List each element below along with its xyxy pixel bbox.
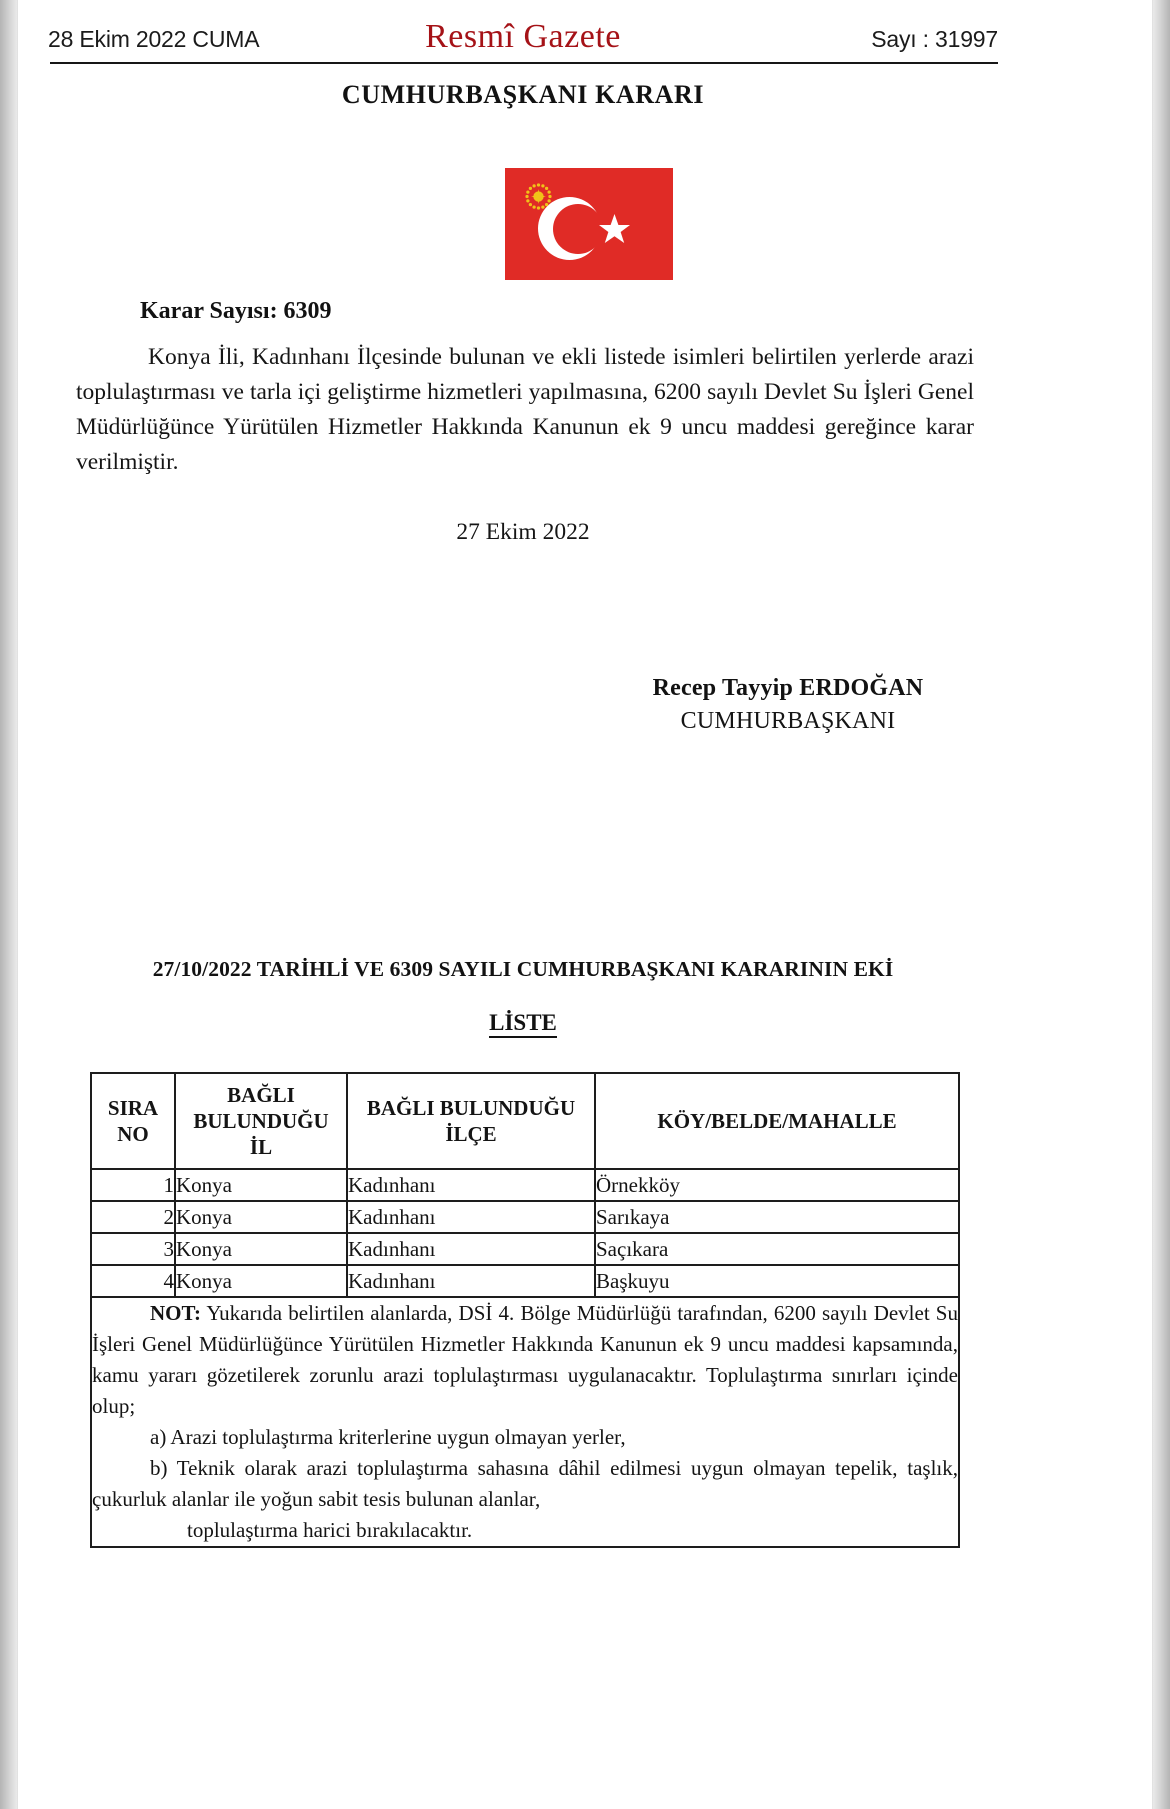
cell-sira-no: 3 xyxy=(91,1233,175,1265)
table-row xyxy=(91,1265,959,1297)
column-header-sira-no: SIRA NO xyxy=(91,1073,175,1169)
note-item-a: a) Arazi toplulaştırma kriterlerine uygun olmayan yerler, xyxy=(150,1425,626,1449)
cell-sira-no: 4 xyxy=(91,1265,175,1297)
note-closing: toplulaştırma harici bırakılacaktır. xyxy=(187,1518,473,1542)
annex-subheading xyxy=(18,1010,1028,1036)
cell-koy: Başkuyu xyxy=(595,1265,959,1297)
column-header-koy: KÖY/BELDE/MAHALLE xyxy=(595,1073,959,1169)
page-title: CUMHURBAŞKANI KARARI xyxy=(341,80,705,109)
cell-koy: Sarıkaya xyxy=(595,1201,959,1233)
masthead-divider xyxy=(50,62,998,64)
signatory-role: CUMHURBAŞKANI xyxy=(680,708,896,734)
signatory-name: Recep Tayyip ERDOĞAN xyxy=(652,675,924,701)
cell-koy: Saçıkara xyxy=(595,1233,959,1265)
table-note-row xyxy=(91,1297,959,1547)
column-header-il: BAĞLI BULUNDUĞU İL xyxy=(175,1073,347,1169)
cell-il: Konya xyxy=(175,1265,347,1297)
village-list-table xyxy=(90,1072,960,1548)
gazette-page xyxy=(18,0,1152,1809)
note-paragraph xyxy=(92,1298,958,1422)
table-header-row xyxy=(91,1073,959,1169)
cell-koy: Örnekköy xyxy=(595,1169,959,1201)
table-header xyxy=(91,1073,959,1169)
cell-il: Konya xyxy=(175,1233,347,1265)
signature-block xyxy=(578,675,998,735)
table-note-cell xyxy=(91,1297,959,1547)
page-shadow-right xyxy=(1152,0,1170,1809)
issue-number: Sayı : 31997 xyxy=(871,26,998,52)
page-shadow-left xyxy=(0,0,18,1809)
cell-ilce: Kadınhanı xyxy=(347,1169,595,1201)
star-icon xyxy=(598,213,631,246)
note-label: NOT: xyxy=(150,1301,201,1325)
gazette-title: Resmî Gazete xyxy=(425,18,621,55)
cell-il: Konya xyxy=(175,1169,347,1201)
decision-number: Karar Sayısı: 6309 xyxy=(140,298,332,324)
cell-il: Konya xyxy=(175,1201,347,1233)
publication-date: 28 Ekim 2022 CUMA xyxy=(48,26,260,52)
flag-field xyxy=(505,168,673,280)
cell-ilce: Kadınhanı xyxy=(347,1233,595,1265)
cell-sira-no: 1 xyxy=(91,1169,175,1201)
table-row xyxy=(91,1233,959,1265)
cell-ilce: Kadınhanı xyxy=(347,1265,595,1297)
turkish-flag-emblem xyxy=(505,168,673,280)
note-item-b: b) Teknik olarak arazi toplulaştırma sahasına dâhil edilmesi uygun olmayan tepelik, taşlık, çukurluk alanlar ile yoğun sabit tesis bulunan alanlar, xyxy=(92,1456,958,1511)
annex-subheading-text: LİSTE xyxy=(489,1010,557,1038)
decision-body-text: Konya İli, Kadınhanı İlçesinde bulunan ve ekli listede isimleri belirtilen yerlerde arazi toplulaştırması ve tarla içi geliştirme hizmetleri yapılmasına, 6200 sayılı Devlet Su İşleri Genel Müdürlüğünce Yürütülen Hizmetler Hakkında Kanunun ek 9 uncu maddesi gereğince karar verilmiştir. xyxy=(76,344,974,475)
annex-heading: 27/10/2022 TARİHLİ VE 6309 SAYILI CUMHURBAŞKANI KARARININ EKİ xyxy=(152,957,894,981)
table-row xyxy=(91,1169,959,1201)
note-text: Yukarıda belirtilen alanlarda, DSİ 4. Bölge Müdürlüğü tarafından, 6200 sayılı Devlet Su İşleri Genel Müdürlüğünce Yürütülen Hizmetler Hakkında Kanunun ek 9 uncu maddesi kapsamında, kamu yararı gözetilerek zorunlu arazi toplulaştırması uygulanacaktır. Toplulaştırma sınırları içinde olup; xyxy=(92,1301,958,1418)
table-row xyxy=(91,1201,959,1233)
presidential-sun-icon xyxy=(520,178,557,215)
cell-sira-no: 2 xyxy=(91,1201,175,1233)
crescent-cutout xyxy=(553,204,603,254)
masthead xyxy=(48,18,998,62)
decision-date: 27 Ekim 2022 xyxy=(456,519,590,545)
column-header-ilce: BAĞLI BULUNDUĞU İLÇE xyxy=(347,1073,595,1169)
table-body xyxy=(91,1169,959,1547)
cell-ilce: Kadınhanı xyxy=(347,1201,595,1233)
